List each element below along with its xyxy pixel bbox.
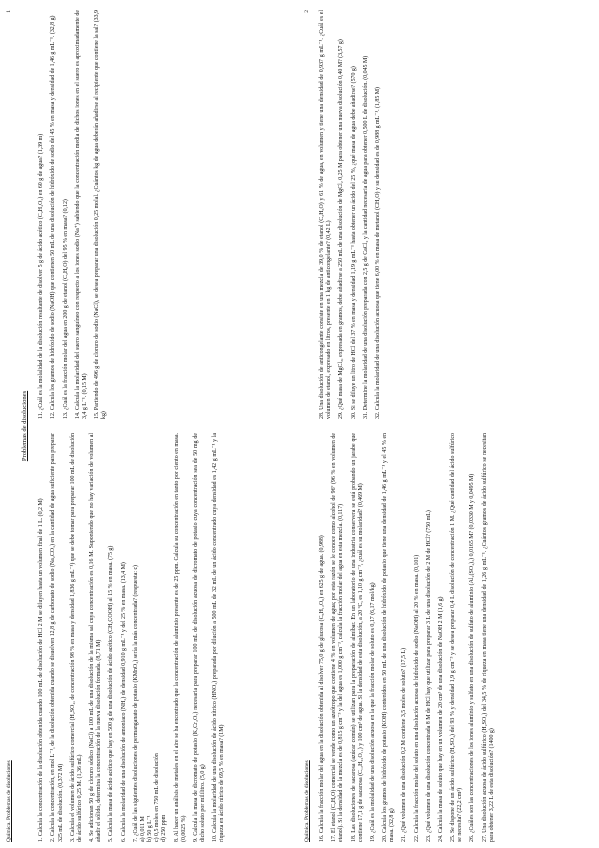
right-column-1: [319, 433, 501, 842]
option-d: d) 250 ppm: [161, 814, 168, 842]
right-page-header: [304, 10, 311, 842]
problem-item: 6. Calcula la molaridad de una disolución de amoniaco (NH₃) de densidad 0,910 g mL⁻¹ y del 25 % en masa. (13,4 M): [120, 562, 127, 842]
problem-item: 15. Partiendo de 496 g de cloruro de sodio (NaCl), se desea preparar una disolución 0,25 molal. ¿Cuántos kg de agua deberán añadirse al recipiente que contiene la sal? (33,9 kg): [94, 10, 108, 419]
left-page-header: [6, 10, 13, 842]
left-page-columns: [38, 10, 231, 842]
problem-item: 2. Calcula la concentración, en mol L⁻¹, de la disolución obtenida cuando se disuelven 12,8 g de carbonato de sodio (Na₂CO₃) en la cantidad de agua suficiente para preparar 325 mL de disolución. (0,372 M): [50, 433, 64, 842]
left-page: [6, 10, 298, 842]
problem-item: 14. Calcula la molaridad del suero sanguíneo con respecto a los iones sodio (Na⁺) sabiendo que la concentración media de dichos iones en el suero es aproximadamente de 3,4 g L⁻¹. (0,15 M): [74, 10, 88, 419]
problem-item: 19. ¿Cuál es la molalidad de una disolución acuosa en la que la fracción molar de soluto es 0,17 (6,17 mol/kg): [369, 582, 376, 842]
left-column-1: [38, 433, 231, 842]
problem-item: 17. El etanol (C₂H₆O) comercial se vende como un azeótropo que contiene 4 % en volumen de agua; por esta razón se le conoce como alcohol de 96º (96 % en volumen de etanol). Si la densidad de la mezcla es de 0,815 g cm⁻³ y la del agua es 1,000 g cm⁻³, calcula la fracción molar del agua en esta mezcla. (0,117): [331, 433, 345, 842]
problem-item: 30. Si se diluye un litro de HCl del 37 % en masa y densidad 1,19 g mL⁻¹ hasta obtener un ácido del 25 %, ¿qué masa de agua debe añadirse? (570 g): [350, 66, 357, 419]
right-page: [304, 10, 594, 842]
left-column-2: [38, 10, 231, 419]
problem-item: 24. Calcula la masa de soluto que hay en un volumen de 20 cm³ de una disolución de NaOH 2 M (1,6 g): [437, 596, 444, 842]
problem-item: 32. Calcula la molaridad de una disolución acuosa que tiene 6,00 % en masa de metanol (CH₃O) y su densidad es de 0,988 g mL⁻¹. (1,85 M): [374, 87, 381, 419]
right-page-columns: [319, 10, 501, 842]
problem-item: 21. ¿Qué volumen de una disolución 0,2 M contiene 3,5 moles de soluto? (17,5 L): [401, 647, 408, 842]
problem-item: 5. Calcula la masa de ácido acético que hay en 500 g de una disolución de ácido acético (CH₃COOH) al 15 % en masa. (75 g): [108, 545, 115, 842]
problem-item: 3. Calcula el volumen de ácido sulfúrico comercial (H₂SO₄, de concentración 98 % en masa y densidad 1,836 g mL⁻¹) que se debe tomar para preparar 100 mL de disolución de ácido sulfúrico 0,25 M. (1,36 mL): [69, 433, 83, 842]
option-c: c) 0,5 moles en 750 mL de disolución: [154, 753, 161, 842]
problem-item: 29. ¿Qué masa de MgCl₂, expresada en gramos, debe añadirse a 250 mL de una disolución de MgCl₂ 0,25 M para obtener una nueva disolución 0,40 M? (3,57 g): [338, 39, 345, 419]
problem-item: 16. Calcula la fracción molar del agua en la disolución obtenida al disolver 75,0 g de glucosa (C₆H₁₂O₆) en 625 g de agua. (0,988): [319, 535, 326, 842]
option-a: a) 0,011 M: [139, 816, 146, 842]
problem-item: 8. Al hacer un análisis de metales en el aire se ha encontrado que la concentración de aluminio presente es de 25 ppm. Calcula su concentración en tanto por ciento en masa. (0,0025 %): [173, 433, 187, 842]
document-title: Problemas de disoluciones: [21, 390, 29, 462]
problem-item: 20. Calcula los gramos de hidróxido de potasio (KOH) contenidos en 50 mL de una disolución de hidróxido de potasio que tiene una densidad de 1,46 g mL⁻¹ y el 45 % en masa. (32,8 g): [382, 433, 396, 842]
right-page-number: 2: [304, 10, 310, 13]
problem-item: 1. Calcula la concentración de la disolución obtenida cuando 100 mL de disolución de HCl 2 M se diluyen hasta un volumen final de 1 L. (0,2 M): [38, 498, 45, 842]
problem-item: 13. ¿Cuál es la fracción molar del agua en 200 g de etanol (C₂H₆O) del 95 % en masa? (0,12): [62, 199, 69, 419]
problem-item: 26. ¿Cuáles son las concentraciones de los iones aluminio y sulfato en una disolución de sulfato de aluminio (Al₂(SO₄)₃) 0,0165 M? (0,0330 M y 0,0495 M): [469, 473, 476, 842]
problem-item: 11. ¿Cuál es la molalidad de la disolución resultante de disolver 5 g de ácido acético (C₂H₄O₂) en 60 g de agua? (1,39 m): [38, 133, 45, 419]
problem-item: 12. Calcula los gramos de hidróxido de sodio (NaOH) que contienen 50 mL de una disolución de hidróxido de sodio del 45 % en masa y densidad de 1,46 g mL⁻¹. (32,8 g): [50, 15, 57, 419]
problem-item: 18. Las disoluciones de sacarosa (azúcar común) se utilizan para la preparación de almíbar. En un laboratorio de una industria conservera se está probando un jarabe que contiene 17,1 g de sacarosa (C₁₂H₂₂O₁₁) y 100 cm³ de agua. Si la densidad de esta disolución, a 20 ºC, es 1,10 g cm⁻³, ¿cuál es su molaridad? (0,469 M): [350, 433, 364, 842]
problem-item: 27. Una disolución acuosa de ácido sulfúrico (H₂SO₄) del 34,5 % de riqueza en masa tiene una densidad de 1,26 g mL⁻¹. ¿Cuántos gramos de ácido sulfúrico se necesitan para obtener 3,22 L de esta disolución? (1400 g): [481, 433, 495, 842]
right-column-2: [319, 10, 501, 419]
right-header-title: Química. Problemas de disoluciones: [304, 760, 310, 842]
problem-item: 4. Se adicionan 50 g de cloruro sódico (NaCl) a 100 mL de una disolución de la misma sal cuya concentración es 0,16 M. Suponiendo que no hay variación de volumen al añadir el sólido, determina la concentración de la nueva disolución formada. (8,71 M): [89, 433, 103, 842]
problem-item: 23. ¿Qué volumen de una disolución concentrada 8 M de HCl hay que utilizar para preparar 3 L de una disolución de 2 M de HCl? (750 mL): [425, 510, 432, 842]
left-page-number: 1: [6, 10, 12, 13]
problem-item: 25. Se dispone de un ácido sulfúrico (H₂SO₄) del 93 % y densidad 1,9 g cm⁻³ y se desea preparar 0,4 L disolución de concentración 1 M. ¿Qué cantidad del ácido sulfúrico se necesita? (22,2 cm³): [450, 433, 464, 842]
problem-item: 31. Determine la molaridad de una disolución preparada con 2,5 g de CaCl₂ y la cantidad necesaria de agua para obtener 0,500 L de disolución. (0,045 M): [362, 55, 369, 419]
problem-item: 10. Calcula la molaridad de una disolución de ácido nítrico (HNO₃) preparada por dilución a 500 mL de 32 mL de un ácido concentrado cuya densidad es 1,42 g mL⁻¹ y la riqueza en ácido nítrico de 69,5 % en masa? (1M): [212, 433, 226, 842]
problem-item: 9. Calcula la masa de dicromato de potasio (K₂Cr₂O₇) necesaria para preparar 100 mL de disolución acuosa de dicromato de potasio cuya concentración sea de 50 mg de dicho soluto por mililitro. (5,0 g): [192, 433, 206, 842]
problem-item: 22. Calcula la fracción molar del soluto en una disolución acuosa de hidróxido de sodio (NaOH) al 20 % en masa. (0,101): [413, 554, 420, 842]
option-b: b) 50 g L⁻¹: [147, 815, 154, 842]
problem-item: 7. ¿Cuál de las siguientes disoluciones de permanganato de potasio (KMnO₄) sería la más concentrada? (respuesta: c): [132, 564, 139, 842]
left-header-title: Química. Problemas de disoluciones: [6, 760, 12, 842]
problem-item: 28. Una disolución de anticongelante consiste en una mezcla de 39,0 % de etanol (C₂H₆O) y 61 % de agua, en volumen y tiene una densidad de 0,937 g mL⁻¹. ¿Cuál es el volumen de etanol, expresado en litros, presente en 1 kg de anticongelante? (0,42 L): [319, 10, 333, 419]
